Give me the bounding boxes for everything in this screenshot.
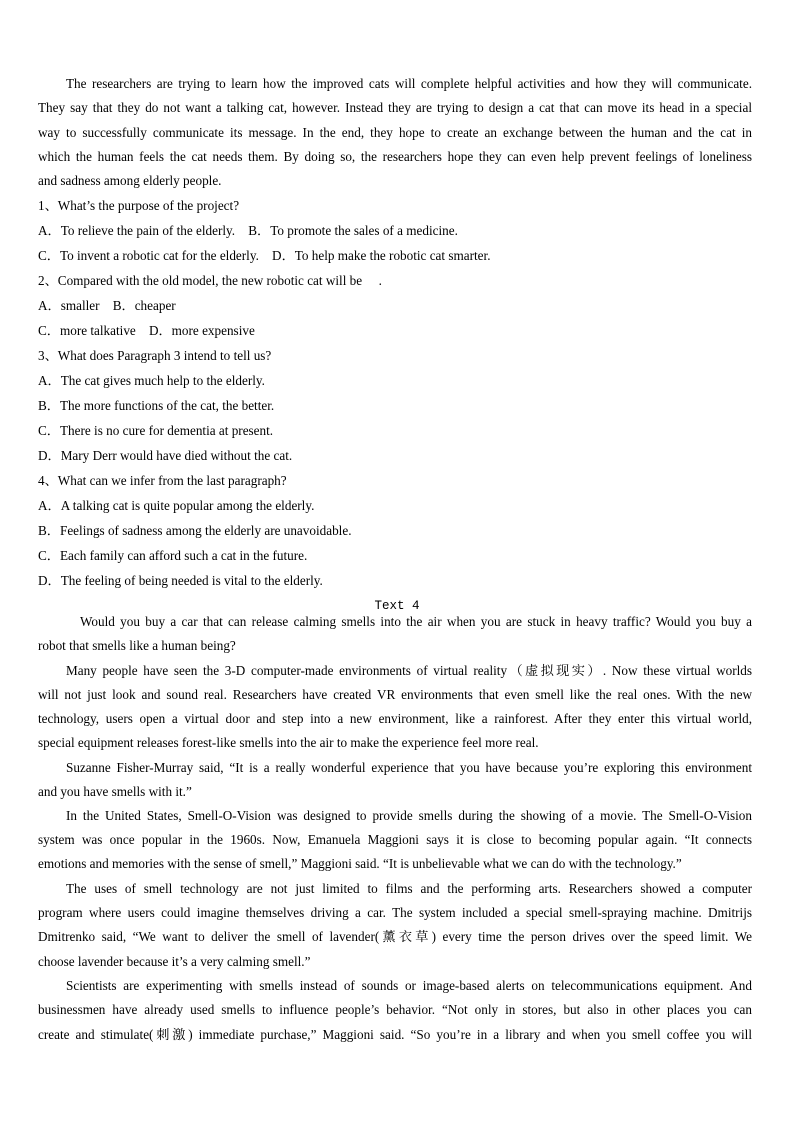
answer-options: D．The feeling of being needed is vital to the elderly.: [38, 573, 323, 588]
paragraph-line: In the United States, Smell-O-Vision was designed to provide smells during the showing of a movie. The Smell-O-Vision: [66, 808, 752, 823]
answer-options: D．Mary Derr would have died without the cat.: [38, 448, 293, 463]
answer-options: C．Each family can afford such a cat in the future.: [38, 548, 308, 563]
paragraph-line: Would you buy a car that can release calming smells into the air when you are stuck in heavy traffic? Would you buy a: [80, 614, 752, 629]
paragraph-line: Many people have seen the 3-D computer-made environments of virtual reality（虚拟现实）. Now these virtual worlds: [66, 663, 752, 678]
question-text: 2、Compared with the old model, the new robotic cat will be .: [38, 273, 382, 288]
paragraph-line: The researchers are trying to learn how the improved cats will complete helpful activities and how they will communicate.: [66, 76, 752, 91]
paragraph-line: Suzanne Fisher-Murray said, “It is a really wonderful experience that you have because you’re exploring this environment: [66, 760, 752, 775]
answer-options: C．There is no cure for dementia at present.: [38, 423, 274, 438]
answer-options: A．smaller B．cheaper: [38, 298, 176, 313]
paragraph-line: Dmitrenko said, “We want to deliver the smell of lavender(薰衣草) every time the person drives over the speed limit. We: [38, 929, 752, 944]
paragraph-line: technology, users open a virtual door and step into a new environment, like a rainforest. After they enter this virtual world,: [38, 711, 752, 726]
paragraph-line: The uses of smell technology are not just limited to films and the performing arts. Researchers showed a computer: [66, 881, 752, 896]
paragraph-line: and sadness among elderly people.: [38, 173, 222, 188]
paragraph-line: Scientists are experimenting with smells instead of sounds or image-based alerts on telecommunications equipment. And: [66, 978, 752, 993]
answer-options: B．The more functions of the cat, the better.: [38, 398, 275, 413]
paragraph-line: system was once popular in the 1960s. Now, Emanuela Maggioni says it is close to becoming popular again. “It connects: [38, 832, 752, 847]
paragraph-line: and you have smells with it.”: [38, 784, 192, 799]
paragraph-line: businessmen have already used smells to influence people’s behavior. “Not only in stores, but also in other places you can: [38, 1002, 752, 1017]
answer-options: A．The cat gives much help to the elderly.: [38, 373, 265, 388]
question-text: 3、What does Paragraph 3 intend to tell us?: [38, 348, 272, 363]
question-text: 4、What can we infer from the last paragraph?: [38, 473, 287, 488]
paragraph-line: emotions and memories with the sense of smell,” Maggioni said. “It is unbelievable what we can do with the technology.”: [38, 856, 682, 871]
paragraph-line: special equipment releases forest-like smells into the air to make the experience feel more real.: [38, 735, 539, 750]
answer-options: A．To relieve the pain of the elderly. B．To promote the sales of a medicine.: [38, 223, 458, 238]
paragraph-line: which the human feels the cat needs them. By doing so, the researchers hope they can even help prevent feelings of loneliness: [38, 149, 752, 164]
paragraph-line: program where users could imagine themselves driving a car. The system included a special smell-spraying machine. Dmitrijs: [38, 905, 752, 920]
answer-options: B．Feelings of sadness among the elderly are unavoidable.: [38, 523, 352, 538]
paragraph-line: create and stimulate(刺激) immediate purchase,” Maggioni said. “So you’re in a library and when you smell coffee you will: [38, 1027, 752, 1042]
question-text: 1、What’s the purpose of the project?: [38, 198, 240, 213]
answer-options: C．To invent a robotic cat for the elderly. D．To help make the robotic cat smarter.: [38, 248, 491, 263]
paragraph-line: way to successfully communicate its message. In the end, they hope to create an exchange between the human and the cat in: [38, 125, 752, 140]
section-title: Text 4: [374, 599, 420, 613]
paragraph-line: They say that they do not want a talking cat, however. Instead they are trying to design a cat that can move its head in a special: [38, 100, 752, 115]
answer-options: C．more talkative D．more expensive: [38, 323, 255, 338]
answer-options: A．A talking cat is quite popular among the elderly.: [38, 498, 315, 513]
paragraph-line: choose lavender because it’s a very calming smell.”: [38, 954, 311, 969]
paragraph-line: will not just look and sound real. Researchers have created VR environments that even smell like the real ones. With the new: [38, 687, 752, 702]
paragraph-line: robot that smells like a human being?: [38, 638, 236, 653]
